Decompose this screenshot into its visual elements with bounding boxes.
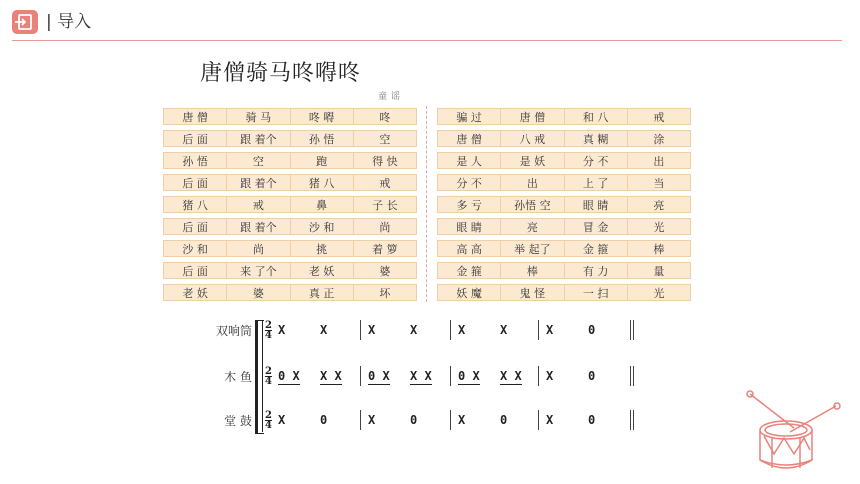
time-signature — [265, 321, 272, 340]
lyric-cell: 金 箍 — [456, 264, 482, 278]
eighth-beam — [458, 384, 480, 385]
barline — [450, 366, 451, 386]
instrument-label: 堂 鼓 — [224, 414, 252, 428]
lyric-cell: 亮 — [500, 219, 563, 234]
lyric-cell: 分 不 — [564, 153, 627, 168]
lyric-cell: 咚 嘚 — [290, 109, 353, 124]
lyric-cell: 眼 睛 — [456, 220, 482, 234]
rhythm-beat: X — [368, 413, 376, 427]
lyric-cell: 尚 — [226, 241, 289, 256]
lyric-cell: 孙 悟 — [182, 154, 208, 168]
lyric-row — [437, 196, 691, 213]
lyric-cell: 老 妖 — [290, 263, 353, 278]
eighth-beam — [278, 384, 300, 385]
lyric-cell: 唐 僧 — [500, 109, 563, 124]
barline — [450, 320, 451, 340]
rhythm-beat: X — [546, 323, 554, 337]
lyric-row — [163, 284, 417, 301]
lyric-cell: 真 正 — [290, 285, 353, 300]
instrument-label: 木 鱼 — [224, 370, 252, 384]
lyric-row — [437, 262, 691, 279]
lyric-cell: 戒 — [226, 197, 289, 212]
rhythm-beat: 0 X — [458, 369, 480, 383]
lyric-cell: 着 箩 — [353, 241, 416, 256]
lyric-cell: 老 妖 — [182, 286, 208, 300]
lyric-cell: 婆 — [353, 263, 416, 278]
rhythm-beat: X X — [500, 369, 522, 383]
eighth-beam — [500, 384, 522, 385]
lyric-cell: 子 长 — [353, 197, 416, 212]
lyric-cell: 金 箍 — [564, 241, 627, 256]
lyric-cell: 跟 着个 — [226, 219, 289, 234]
lyric-cell: 骗 过 — [456, 110, 482, 124]
time-signature-bottom: 4 — [265, 420, 272, 431]
drum-illustration — [744, 388, 844, 482]
time-signature-top: 2 — [265, 366, 272, 377]
rhythm-beat: 0 — [588, 413, 596, 427]
column-divider — [426, 106, 427, 302]
lyric-cell: 真 糊 — [564, 131, 627, 146]
lyric-cell: 当 — [627, 175, 690, 190]
rhythm-beat: X — [458, 413, 466, 427]
lyric-cell: 分 不 — [456, 176, 482, 190]
lyric-row — [163, 240, 417, 257]
lyric-cell: 孙 悟 — [290, 131, 353, 146]
rhythm-beat: X — [278, 413, 286, 427]
lyric-cell: 冒 金 — [564, 219, 627, 234]
lyric-cell: 得 快 — [353, 153, 416, 168]
time-signature — [265, 411, 272, 430]
lyric-cell: 高 高 — [456, 242, 482, 256]
rhythm-beat: X — [278, 323, 286, 337]
lyric-row — [437, 174, 691, 191]
lyric-cell: 举 起了 — [500, 241, 563, 256]
lyric-cell: 咚 — [353, 109, 416, 124]
lyric-cell: 光 — [627, 219, 690, 234]
barline — [450, 410, 451, 430]
header-divider — [12, 40, 842, 41]
lyric-cell: 上 了 — [564, 175, 627, 190]
lyric-cell: 出 — [627, 153, 690, 168]
rhythm-beat: 0 — [410, 413, 418, 427]
rhythm-beat: 0 X — [278, 369, 300, 383]
lyric-cell: 光 — [627, 285, 690, 300]
lyric-cell: 是 人 — [456, 154, 482, 168]
lyric-row — [437, 240, 691, 257]
page-title: | 导入 — [46, 12, 92, 32]
lyric-cell: 戒 — [627, 109, 690, 124]
lyric-row — [437, 284, 691, 301]
lyric-cell: 量 — [627, 263, 690, 278]
rhythm-beat: 0 — [588, 323, 596, 337]
rhythm-beat: X — [546, 413, 554, 427]
lyric-cell: 和 八 — [564, 109, 627, 124]
lyric-cell: 尚 — [353, 219, 416, 234]
song-title: 唐僧骑马咚嘚咚 — [200, 61, 362, 86]
lyric-cell: 亮 — [627, 197, 690, 212]
lyric-cell: 一 扫 — [564, 285, 627, 300]
rhythm-beat: 0 — [500, 413, 508, 427]
score-bracket-inner — [262, 320, 263, 432]
rhythm-beat: X X — [410, 369, 432, 383]
lyric-cell: 猪 八 — [182, 198, 208, 212]
lyric-row — [163, 152, 417, 169]
lyric-row — [163, 262, 417, 279]
lyric-row — [163, 174, 417, 191]
final-barline — [630, 320, 634, 340]
lyric-row — [163, 130, 417, 147]
time-signature-top: 2 — [265, 410, 272, 421]
rhythm-beat: X — [458, 323, 466, 337]
lyric-row — [437, 130, 691, 147]
lyric-cell: 戒 — [353, 175, 416, 190]
lyric-cell: 骑 马 — [226, 109, 289, 124]
lyric-cell: 沙 和 — [182, 242, 208, 256]
lyric-cell: 孙悟 空 — [500, 197, 563, 212]
lyric-cell: 来 了个 — [226, 263, 289, 278]
barline — [538, 366, 539, 386]
instrument-label: 双响筒 — [215, 324, 252, 338]
rhythm-beat: X — [410, 323, 418, 337]
eighth-beam — [320, 384, 342, 385]
lyric-cell: 空 — [226, 153, 289, 168]
time-signature-top: 2 — [265, 320, 272, 331]
lyric-cell: 后 面 — [182, 220, 208, 234]
barline — [360, 366, 361, 386]
barline — [360, 320, 361, 340]
lyric-cell: 棒 — [627, 241, 690, 256]
lyric-row — [437, 218, 691, 235]
lyric-row — [437, 152, 691, 169]
rhythm-beat: X — [546, 369, 554, 383]
lyric-cell: 出 — [500, 175, 563, 190]
lyric-cell: 后 面 — [182, 264, 208, 278]
lyric-cell: 跑 — [290, 153, 353, 168]
lyric-cell: 跟 着个 — [226, 175, 289, 190]
lyric-cell: 八 戒 — [500, 131, 563, 146]
lyric-cell: 挑 — [290, 241, 353, 256]
lyric-cell: 有 力 — [564, 263, 627, 278]
lyric-cell: 眼 睛 — [564, 197, 627, 212]
song-subtitle: 童谣 — [378, 92, 405, 102]
lyric-cell: 后 面 — [182, 176, 208, 190]
lyric-row — [163, 196, 417, 213]
lyric-cell: 鼻 — [290, 197, 353, 212]
time-signature — [265, 367, 272, 386]
time-signature-bottom: 4 — [265, 330, 272, 341]
lyric-cell: 坏 — [353, 285, 416, 300]
lyric-cell: 空 — [353, 131, 416, 146]
lyric-cell: 是 妖 — [500, 153, 563, 168]
rhythm-beat: 0 — [588, 369, 596, 383]
lyric-cell: 唐 僧 — [456, 132, 482, 146]
rhythm-beat: X — [320, 323, 328, 337]
barline — [360, 410, 361, 430]
final-barline — [630, 366, 634, 386]
rhythm-beat: X — [368, 323, 376, 337]
barline — [538, 410, 539, 430]
lyric-cell: 后 面 — [182, 132, 208, 146]
lyric-cell: 婆 — [226, 285, 289, 300]
lyric-cell: 涂 — [627, 131, 690, 146]
lyric-cell: 猪 八 — [290, 175, 353, 190]
lyric-row — [163, 108, 417, 125]
lyric-cell: 多 亏 — [456, 198, 482, 212]
eighth-beam — [410, 384, 432, 385]
lyric-cell: 沙 和 — [290, 219, 353, 234]
lyric-cell: 跟 着个 — [226, 131, 289, 146]
lyric-row — [437, 108, 691, 125]
barline — [538, 320, 539, 340]
lyric-cell: 唐 僧 — [182, 110, 208, 124]
lyric-cell: 鬼 怪 — [500, 285, 563, 300]
final-barline — [630, 410, 634, 430]
rhythm-beat: 0 X — [368, 369, 390, 383]
lyric-cell: 棒 — [500, 263, 563, 278]
time-signature-bottom: 4 — [265, 376, 272, 387]
eighth-beam — [368, 384, 390, 385]
lyric-row — [163, 218, 417, 235]
rhythm-beat: 0 — [320, 413, 328, 427]
rhythm-beat: X X — [320, 369, 342, 383]
enter-icon — [12, 10, 38, 34]
lyric-cell: 妖 魔 — [456, 286, 482, 300]
rhythm-beat: X — [500, 323, 508, 337]
